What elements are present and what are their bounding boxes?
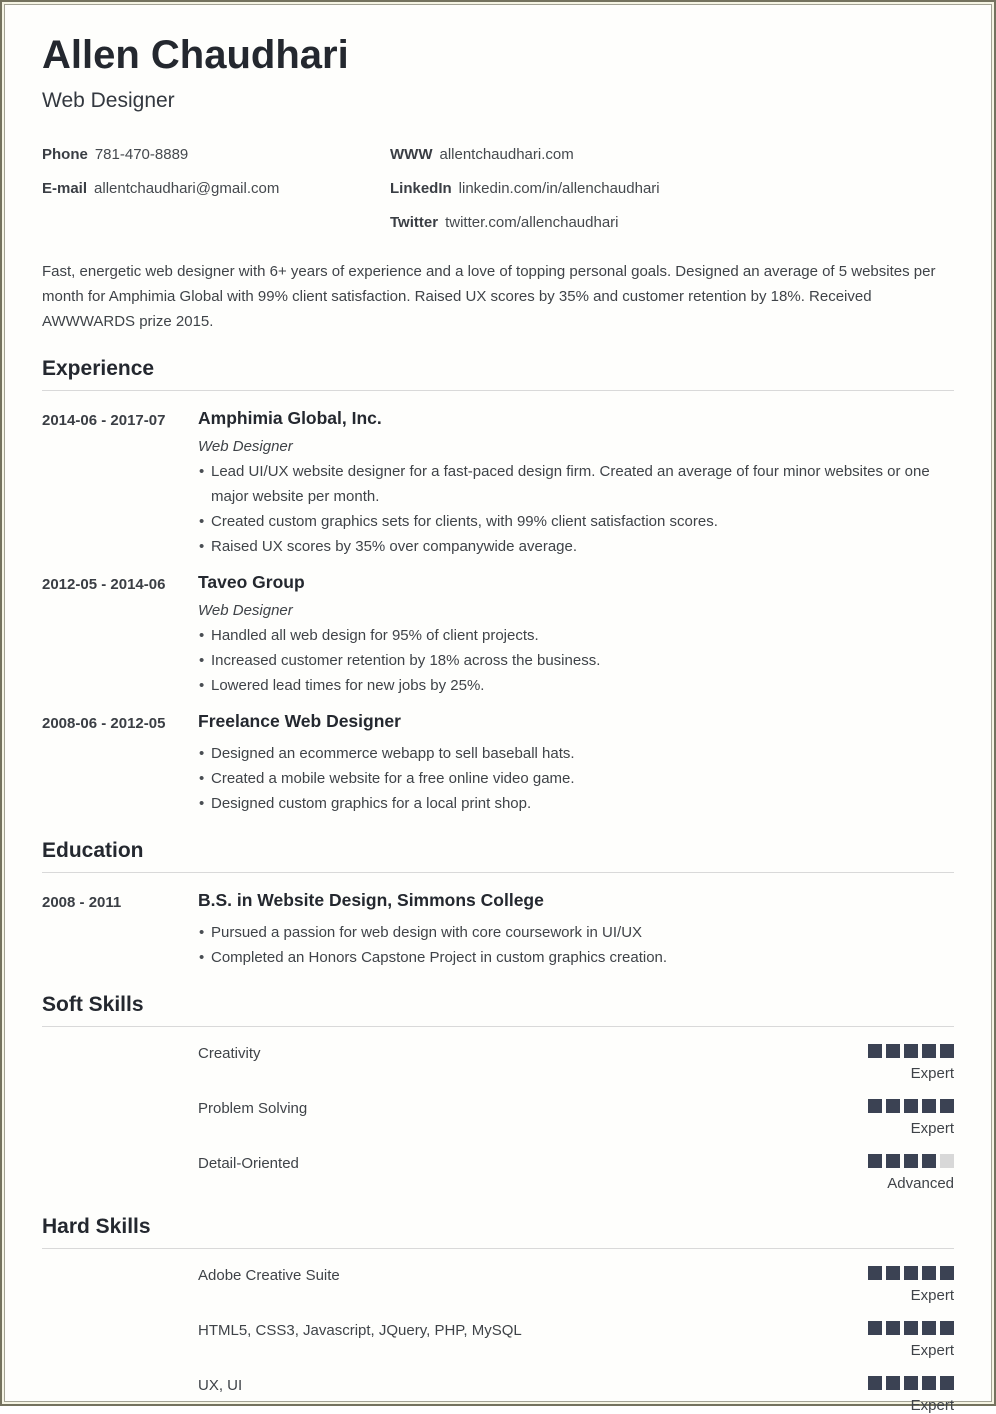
skill-rating	[868, 1099, 954, 1137]
section-experience	[42, 357, 954, 816]
bullet-item: • Lowered lead times for new jobs by 25%.	[211, 673, 954, 698]
section-rule	[42, 390, 954, 391]
resume-header	[42, 33, 954, 334]
section-hard-skills	[42, 1215, 954, 1414]
entry-dates: 2012-05 - 2014-06	[42, 576, 166, 593]
person-job-title: Web Designer	[42, 89, 175, 112]
skill-square-filled	[940, 1321, 954, 1335]
skill-square-filled	[904, 1266, 918, 1280]
skill-rating	[868, 1044, 954, 1082]
skill-name: Problem Solving	[198, 1100, 308, 1117]
section-rule	[42, 872, 954, 873]
skill-square-filled	[886, 1376, 900, 1390]
contact-row	[42, 180, 390, 197]
contact-label: E-mail	[42, 180, 88, 197]
entry-body	[198, 572, 954, 698]
skill-row	[42, 1266, 954, 1304]
entry-subtitle: Web Designer	[198, 602, 293, 619]
bullet-item: • Completed an Honors Capstone Project in custom graphics creation.	[211, 945, 954, 970]
skill-level: Expert	[910, 1397, 954, 1414]
skill-square-filled	[922, 1044, 936, 1058]
skill-square-filled	[940, 1044, 954, 1058]
skill-row	[42, 1321, 954, 1359]
skill-rating	[868, 1266, 954, 1304]
skill-square-filled	[868, 1376, 882, 1390]
skill-square-filled	[904, 1376, 918, 1390]
skill-square-filled	[868, 1266, 882, 1280]
skill-squares	[868, 1154, 954, 1168]
entry-subtitle: Web Designer	[198, 438, 293, 455]
skill-squares	[868, 1099, 954, 1113]
skill-square-filled	[886, 1154, 900, 1168]
skill-square-filled	[868, 1044, 882, 1058]
bullet-item: • Handled all web design for 95% of client projects.	[211, 623, 954, 648]
experience-entry	[42, 408, 954, 559]
skill-row	[42, 1154, 954, 1192]
section-title-hard-skills: Hard Skills	[42, 1215, 151, 1238]
skill-square-filled	[904, 1154, 918, 1168]
section-soft-skills	[42, 993, 954, 1192]
contact-row	[390, 214, 660, 231]
skill-squares	[868, 1376, 954, 1390]
skill-rating	[868, 1376, 954, 1414]
section-title-experience: Experience	[42, 357, 155, 380]
skill-name: Detail-Oriented	[198, 1155, 299, 1172]
bullet-item: • Pursued a passion for web design with core coursework in UI/UX	[211, 920, 954, 945]
education-entry	[42, 890, 954, 970]
skill-level: Expert	[910, 1065, 954, 1082]
bullet-item: • Created custom graphics sets for clients, with 99% client satisfaction scores.	[211, 509, 954, 534]
skill-squares	[868, 1044, 954, 1058]
section-rule	[42, 1026, 954, 1027]
bullet-item: • Designed an ecommerce webapp to sell baseball hats.	[211, 741, 954, 766]
entry-dates: 2008-06 - 2012-05	[42, 715, 166, 732]
skill-square-filled	[922, 1099, 936, 1113]
summary-text: Fast, energetic web designer with 6+ years of experience and a love of topping personal goals. Designed an average of 5 websites per month for Amphimia Global with 99% client satisfaction. Raised UX scores by 35% and customer retention by 18%. Received AWWWARDS prize 2015.	[42, 263, 936, 330]
skill-rating	[868, 1321, 954, 1359]
skill-row	[42, 1044, 954, 1082]
skill-square-filled	[940, 1099, 954, 1113]
skill-name: HTML5, CSS3, Javascript, JQuery, PHP, MySQL	[198, 1322, 522, 1339]
entry-title: Amphimia Global, Inc.	[198, 408, 382, 428]
contact-row	[390, 146, 660, 163]
skill-level: Advanced	[887, 1175, 954, 1192]
skill-square-filled	[922, 1266, 936, 1280]
person-name: Allen Chaudhari	[42, 33, 349, 77]
skill-square-filled	[904, 1044, 918, 1058]
contact-column-left	[42, 146, 390, 248]
entry-title: Freelance Web Designer	[198, 711, 401, 731]
skill-rating	[868, 1154, 954, 1192]
contact-value: 781-470-8889	[94, 146, 189, 163]
skill-name: UX, UI	[198, 1377, 243, 1394]
contact-value: linkedin.com/in/allenchaudhari	[458, 180, 660, 197]
skill-square-filled	[868, 1154, 882, 1168]
skill-name: Creativity	[198, 1045, 261, 1062]
entry-dates: 2008 - 2011	[42, 894, 122, 911]
bullet-item: • Raised UX scores by 35% over companywide average.	[211, 534, 954, 559]
bullet-list	[198, 623, 954, 698]
contact-row	[390, 180, 660, 197]
skill-square-filled	[940, 1376, 954, 1390]
section-title-education: Education	[42, 839, 144, 862]
entry-body	[198, 890, 954, 970]
bullet-item: • Designed custom graphics for a local print shop.	[211, 791, 954, 816]
contact-label: Twitter	[390, 214, 439, 231]
section-title-soft-skills: Soft Skills	[42, 993, 144, 1016]
skill-square-filled	[886, 1321, 900, 1335]
skill-level: Expert	[910, 1342, 954, 1359]
contact-label: LinkedIn	[390, 180, 452, 197]
contact-label: WWW	[390, 146, 433, 163]
entry-title: B.S. in Website Design, Simmons College	[198, 890, 544, 910]
skill-square-filled	[868, 1099, 882, 1113]
bullet-list	[198, 459, 954, 559]
bullet-list	[198, 741, 954, 816]
skill-squares	[868, 1321, 954, 1335]
skill-name: Adobe Creative Suite	[198, 1267, 340, 1284]
entry-body	[198, 408, 954, 559]
resume-inner-frame	[4, 4, 992, 1414]
bullet-item: • Lead UI/UX website designer for a fast-paced design firm. Created an average of four minor websites or one major website per month.	[211, 459, 954, 509]
experience-entry	[42, 572, 954, 698]
contact-row	[42, 146, 390, 163]
bullet-list	[198, 920, 954, 970]
contact-value: allentchaudhari.com	[439, 146, 574, 163]
entry-title: Taveo Group	[198, 572, 305, 592]
skill-row	[42, 1376, 954, 1414]
skill-square-empty	[940, 1154, 954, 1168]
entry-dates: 2014-06 - 2017-07	[42, 412, 166, 429]
skill-level: Expert	[910, 1287, 954, 1304]
contact-value: twitter.com/allenchaudhari	[445, 214, 619, 231]
soft-skills-list	[42, 1044, 954, 1192]
skill-square-filled	[868, 1321, 882, 1335]
skill-square-filled	[904, 1099, 918, 1113]
hard-skills-list	[42, 1266, 954, 1414]
section-rule	[42, 1248, 954, 1249]
skill-square-filled	[922, 1376, 936, 1390]
skill-square-filled	[922, 1321, 936, 1335]
section-education	[42, 839, 954, 970]
bullet-item: • Increased customer retention by 18% across the business.	[211, 648, 954, 673]
skill-square-filled	[886, 1044, 900, 1058]
experience-entry	[42, 711, 954, 816]
contact-section	[42, 146, 954, 248]
contact-label: Phone	[42, 146, 88, 163]
contact-column-right	[390, 146, 660, 248]
skill-square-filled	[940, 1266, 954, 1280]
contact-value: allentchaudhari@gmail.com	[94, 180, 280, 197]
skill-level: Expert	[910, 1120, 954, 1137]
entry-body	[198, 711, 954, 816]
skill-square-filled	[886, 1266, 900, 1280]
experience-entries	[42, 408, 954, 816]
skill-squares	[868, 1266, 954, 1280]
bullet-item: • Created a mobile website for a free online video game.	[211, 766, 954, 791]
education-entries	[42, 890, 954, 970]
skill-square-filled	[922, 1154, 936, 1168]
skill-square-filled	[904, 1321, 918, 1335]
skill-row	[42, 1099, 954, 1137]
skill-square-filled	[886, 1099, 900, 1113]
